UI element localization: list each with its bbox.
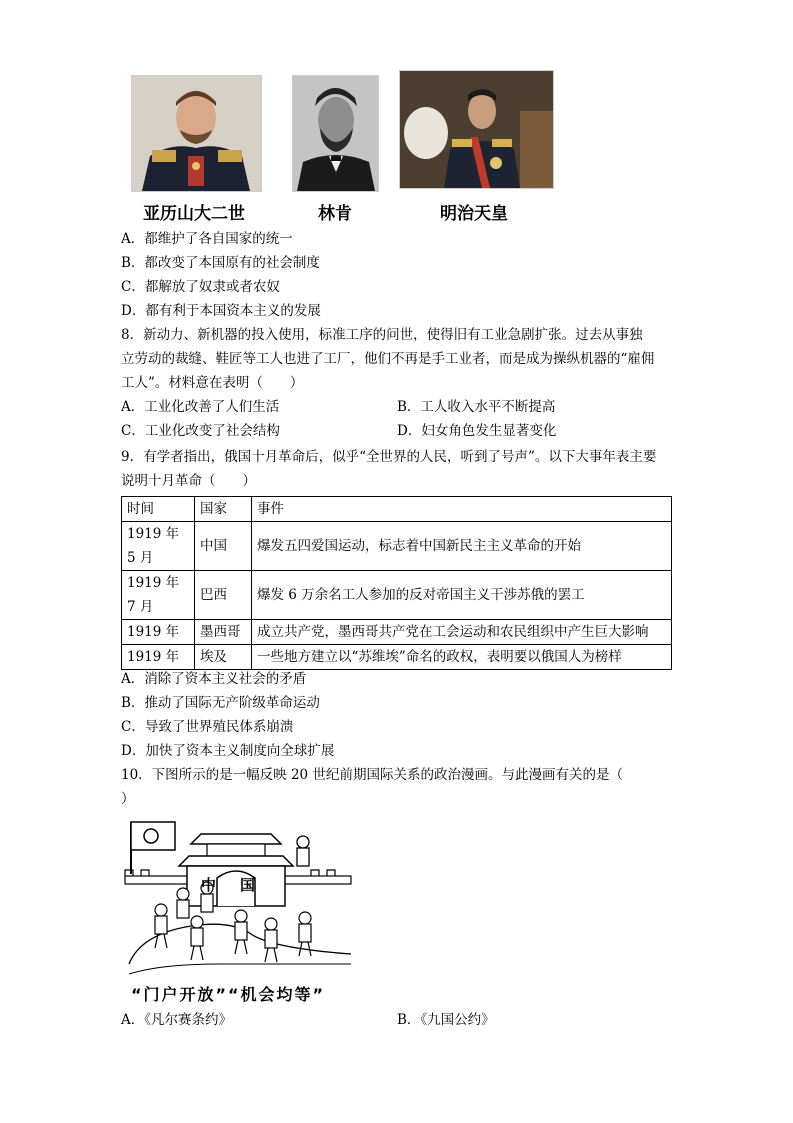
alexander-ii-image (132, 76, 261, 191)
cartoon-drawing (121, 814, 355, 984)
q9-option-c[interactable]: C．导致了世界殖民体系崩溃 (121, 719, 294, 735)
q9-option-a[interactable]: A．消除了资本主义社会的矛盾 (121, 671, 307, 687)
events-table (121, 496, 672, 670)
portrait-lincoln (292, 75, 379, 192)
q8-option-c[interactable]: C．工业化改变了社会结构 (121, 423, 280, 439)
table-cell-country: 埃及 (195, 645, 252, 670)
cartoon-sign-text: 中国 (201, 876, 280, 894)
q9-option-d[interactable]: D．加快了资本主义制度向全球扩展 (121, 743, 335, 759)
table-cell-event: 爆发五四爱国运动，标志着中国新民主主义革命的开始 (252, 522, 672, 571)
portrait-caption-alexander-ii: 亚历山大二世 (143, 204, 245, 224)
q7-option-c[interactable]: C．都解放了奴隶或者农奴 (121, 279, 280, 295)
q8-stem-line-2: 立劳动的裁缝、鞋匠等工人也进了工厂，他们不再是手工业者，而是成为操纵机器的“雇佣 (121, 351, 655, 367)
q8-stem-line-1: 8．新动力、新机器的投入使用，标准工序的问世，使得旧有工业急剧扩张。过去从事独 (121, 327, 643, 343)
meiji-image (400, 71, 553, 188)
table-cell-event: 一些地方建立以“苏维埃”命名的政权，表明要以俄国人为榜样 (252, 645, 672, 670)
q10-option-b[interactable]: B．《九国公约》 (397, 1012, 495, 1028)
q8-option-a[interactable]: A．工业化改善了人们生活 (121, 399, 280, 415)
table-cell-country: 巴西 (195, 571, 252, 620)
table-row (122, 522, 672, 571)
q7-option-a[interactable]: A．都维护了各自国家的统一 (121, 231, 293, 247)
q8-stem-line-3: 工人”。材料意在表明（ ） (121, 375, 304, 391)
table-header-country: 国家 (195, 497, 252, 522)
cartoon-caption: “门户开放”“机会均等” (131, 985, 326, 1004)
q7-option-b[interactable]: B．都改变了本国原有的社会制度 (121, 255, 320, 271)
table-header-event: 事件 (252, 497, 672, 522)
table-cell-time: 1919 年 (122, 645, 195, 670)
table-cell-country: 墨西哥 (195, 620, 252, 645)
portrait-alexander-ii (131, 75, 262, 192)
q9-stem-line-2: 说明十月革命（ ） (121, 473, 256, 489)
political-cartoon (121, 814, 355, 1006)
q10-option-a[interactable]: A．《凡尔赛条约》 (121, 1012, 232, 1028)
portrait-caption-meiji: 明治天皇 (440, 204, 508, 224)
table-cell-time: 1919 年 5 月 (122, 522, 195, 571)
q10-stem-line-1: 10．下图所示的是一幅反映 20 世纪前期国际关系的政治漫画。与此漫画有关的是（ (121, 767, 623, 783)
table-header-row (122, 497, 672, 522)
table-cell-country: 中国 (195, 522, 252, 571)
table-row (122, 645, 672, 670)
table-cell-event: 成立共产党，墨西哥共产党在工会运动和农民组织中产生巨大影响 (252, 620, 672, 645)
q9-option-b[interactable]: B．推动了国际无产阶级革命运动 (121, 695, 320, 711)
q9-stem-line-1: 9．有学者指出，俄国十月革命后，似乎“全世界的人民，听到了号声”。以下大事年表主要 (121, 449, 657, 465)
lincoln-image (293, 76, 378, 191)
q10-stem-line-2: ） (121, 791, 135, 807)
table-cell-event: 爆发 6 万余名工人参加的反对帝国主义干涉苏俄的罢工 (252, 571, 672, 620)
q8-option-d[interactable]: D．妇女角色发生显著变化 (397, 423, 557, 439)
q8-option-b[interactable]: B．工人收入水平不断提高 (397, 399, 556, 415)
table-cell-time: 1919 年 (122, 620, 195, 645)
portrait-caption-lincoln: 林肯 (318, 204, 352, 224)
table-cell-time: 1919 年 7 月 (122, 571, 195, 620)
table-row (122, 620, 672, 645)
table-row (122, 571, 672, 620)
portrait-meiji (399, 70, 554, 189)
q7-option-d[interactable]: D．都有利于本国资本主义的发展 (121, 303, 321, 319)
table-header-time: 时间 (122, 497, 195, 522)
